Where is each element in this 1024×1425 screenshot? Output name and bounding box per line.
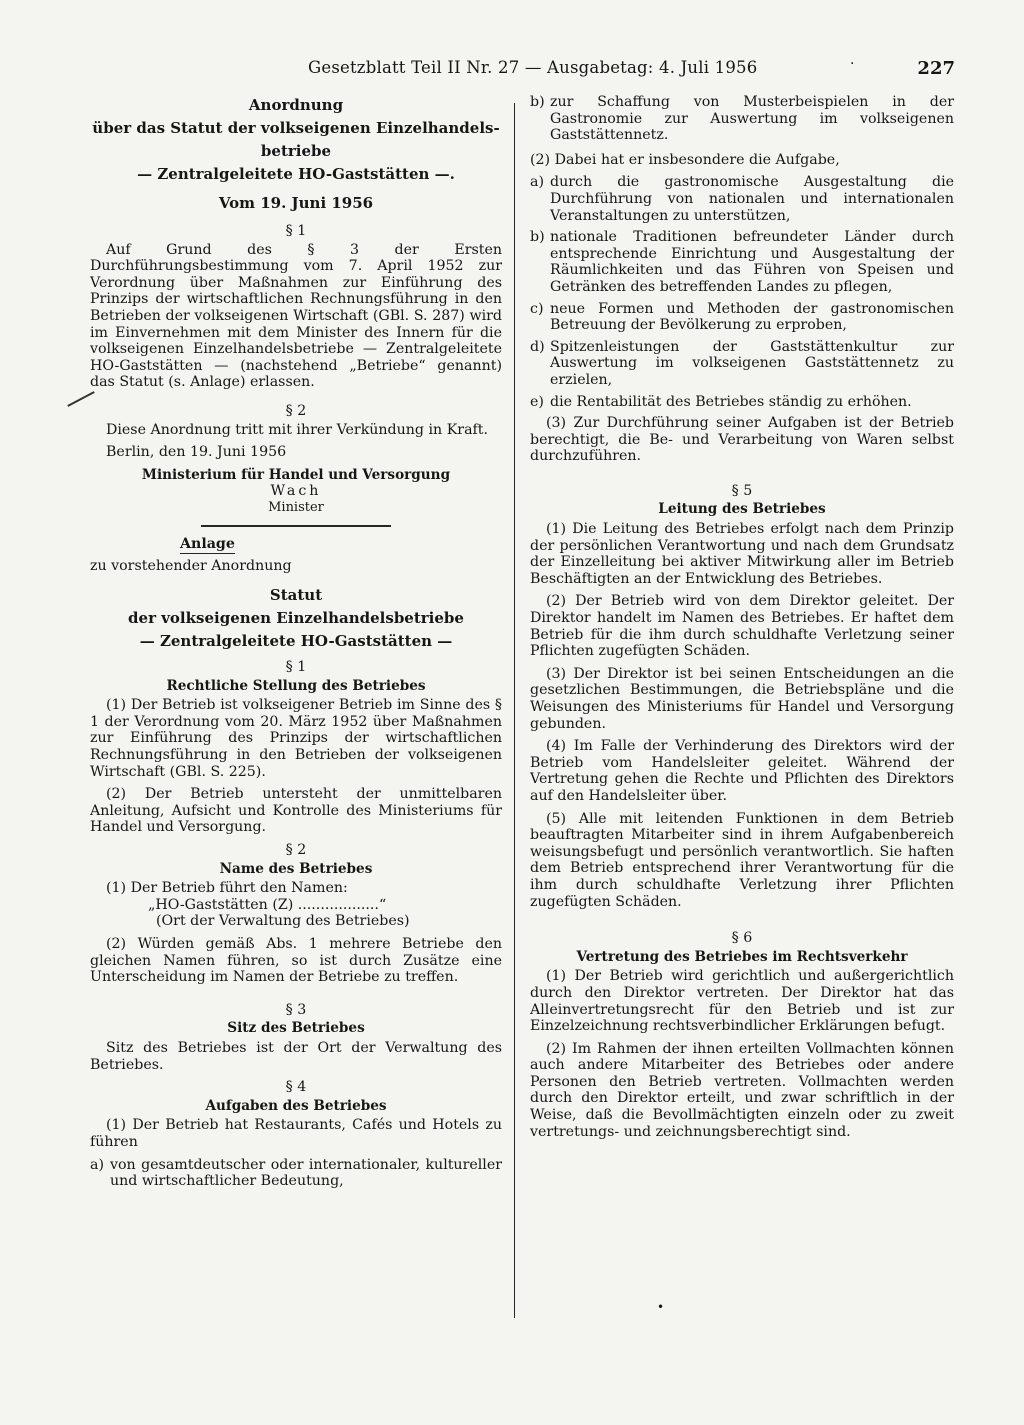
list-item-text: durch die gastronomische Ausgestaltung die Durchführung von nationalen und internationalen Veranstaltungen zu unterstützen, — [550, 174, 954, 224]
section-title: Aufgaben des Betriebes — [205, 1097, 387, 1114]
paragraph: (1) Der Betrieb hat Restaurants, Cafés und Hotels zu führen — [90, 1117, 502, 1150]
section-heading: § 6 — [731, 930, 753, 947]
list-item-label: c) — [530, 300, 544, 317]
list-item-text: nationale Traditionen befreundeter Länder durch entsprechende Einrichtung und Ausgestaltung der Räumlichkeiten und das Führen von Speisen und Getränken des betreffenden Landes zu pflegen, — [550, 229, 954, 295]
list-item-text: zur Schaffung von Musterbeispielen in der Gastronomie zur Auswertung im volkseigenen Gaststättennetz. — [550, 94, 954, 144]
section-heading: § 3 — [285, 1001, 307, 1018]
section-title: Leitung des Betriebes — [658, 501, 826, 518]
list-item-label: e) — [530, 393, 544, 410]
statute-subtitle-1: der volkseigenen Einzelhandelsbetriebe — [128, 609, 464, 628]
title-line-2: über das Statut der volkseigenen Einzelhandels- — [92, 119, 500, 137]
header-dot: · — [850, 56, 855, 72]
paragraph: (3) Zur Durchführung seiner Aufgaben ist der Betrieb berechtigt, die Be- und Verarbeitung von Waren selbst durchzuführen. — [530, 415, 954, 465]
paragraph: (1) Der Betrieb führt den Namen: — [106, 880, 348, 897]
list-item — [530, 94, 954, 144]
section-heading: § 2 — [285, 842, 307, 859]
section-heading: § 1 — [285, 223, 307, 239]
title-line-1: Anordnung — [248, 96, 344, 114]
signatory-title: Minister — [268, 499, 324, 515]
decree-title — [90, 94, 502, 186]
list-item-text: die Rentabilität des Betriebes ständig zu erhöhen. — [550, 393, 912, 410]
paragraph: (2) Im Rahmen der ihnen erteilten Vollmachten können auch andere Mitarbeiter des Betriebes oder andere Personen den Betrieb vertreten. Vollmachten werden durch den Direktor erteilt, und zwar schriftlich in der Weise, daß die Bevollmächtigten einzeln oder zu zweit vertretungs- und zeichnungsberechtigt sind. — [530, 1040, 954, 1140]
paragraph: (1) Der Betrieb wird gerichtlich und außergerichtlich durch den Direktor vertreten. Der Direktor hat das Alleinvertretungsrecht für den Betrieb und ist zur Einzelzeichnung rechtsverbindlicher Erklärungen befugt. — [530, 968, 954, 1035]
paragraph: (3) Der Direktor ist bei seinen Entscheidungen an die gesetzlichen Bestimmungen, die Betriebspläne und die Weisungen des Ministeriums für Handel und Versorgung gebunden. — [530, 665, 954, 732]
right-column — [530, 94, 954, 1146]
section-heading: § 1 — [285, 659, 307, 676]
section-heading: § 2 — [285, 402, 307, 419]
paragraph: (2) Der Betrieb untersteht der unmittelbaren Anleitung, Aufsicht und Kontrolle des Ministeriums für Handel und Versorgung. — [90, 786, 502, 836]
ministry-name: Ministerium für Handel und Versorgung — [141, 466, 451, 483]
column-divider — [514, 103, 515, 1318]
statute-title — [90, 584, 502, 653]
paragraph: (2) Würden gemäß Abs. 1 mehrere Betriebe den gleichen Namen führen, so ist durch Zusätze eine Unterscheidung im Namen der Betriebe zu treffen. — [90, 936, 502, 986]
paragraph: (1) Der Betrieb ist volkseigener Betrieb im Sinne des § 1 der Verordnung vom 20. März 1952 über Maßnahmen zur Einführung des Prinzips der wirtschaftlichen Rechnungsführung in den Betrieben der volkseigenen Wirtschaft (GBl. S. 225). — [90, 697, 502, 780]
business-name-template: „HO-Gaststätten (Z) ..................“ — [148, 896, 387, 913]
separator-rule — [201, 525, 391, 527]
title-line-4: — Zentralgeleitete HO-Gaststätten —. — [137, 165, 455, 183]
list-item — [530, 339, 954, 389]
section-heading: § 5 — [731, 482, 753, 499]
annex-label — [90, 535, 502, 554]
running-title: Gesetzblatt Teil II Nr. 27 — Ausgabetag: 4. Juli 1956 — [308, 58, 758, 77]
annex-label-text: Anlage — [180, 535, 235, 552]
section-heading: § 4 — [285, 1079, 307, 1096]
annex-subtitle: zu vorstehender Anordnung — [90, 557, 292, 574]
list-item-label: a) — [530, 174, 544, 191]
decree-date: Vom 19. Juni 1956 — [218, 194, 374, 212]
list-item — [530, 229, 954, 295]
title-line-3: betriebe — [260, 142, 332, 160]
place-date: Berlin, den 19. Juni 1956 — [106, 444, 287, 461]
paragraph: (4) Im Falle der Verhinderung des Direktors wird der Betrieb vom Handelsleiter geleitet. Während der Vertretung gehen die Rechte und Pflichten des Direktors auf den Handelsleiter über. — [530, 738, 954, 804]
paragraph: Diese Anordnung tritt mit ihrer Verkündung in Kraft. — [106, 421, 488, 438]
paragraph: (2) Dabei hat er insbesondere die Aufgabe, — [530, 151, 840, 168]
stray-dot: • — [657, 1300, 665, 1314]
paragraph: Sitz des Betriebes ist der Ort der Verwaltung des Betriebes. — [90, 1039, 502, 1073]
statute-title-line: Statut — [269, 586, 323, 605]
list-item — [90, 1157, 502, 1190]
list-item-text: Spitzenleistungen der Gaststättenkultur zur Auswertung im volkseigenen Gaststättennetz zu erzielen, — [550, 338, 954, 388]
section-title: Name des Betriebes — [219, 860, 373, 877]
paragraph: (2) Der Betrieb wird von dem Direktor geleitet. Der Direktor handelt im Namen des Betriebes. Er haftet dem Betrieb für die ihm durch schuldhafte Verletzung seiner Pflichten zugefügten Schäden. — [530, 593, 954, 660]
signatory-name: Wach — [270, 483, 322, 500]
paragraph: (1) Die Leitung des Betriebes erfolgt nach dem Prinzip der persönlichen Verantwortung und nach dem Grundsatz der Einzelleitung bei aktiver Mitwirkung aller im Betrieb Beschäftigten an der Entwicklung des Betriebes. — [530, 521, 954, 587]
list-item-label: b) — [530, 229, 545, 246]
section-title: Vertretung des Betriebes im Rechtsverkehr — [576, 948, 908, 965]
section-title: Rechtliche Stellung des Betriebes — [166, 677, 426, 694]
left-column — [90, 94, 502, 1195]
statute-subtitle-2: — Zentralgeleitete HO-Gaststätten — — [139, 632, 453, 651]
section-title: Sitz des Betriebes — [227, 1020, 365, 1037]
page-number: 227 — [917, 58, 955, 79]
list-item — [530, 394, 954, 411]
list-item-text: von gesamtdeutscher oder internationaler, kultureller und wirtschaftlicher Bedeutung, — [110, 1156, 502, 1190]
list-item — [530, 174, 954, 224]
list-item-label: a) — [90, 1156, 104, 1173]
paragraph: Auf Grund des § 3 der Ersten Durchführungsbestimmung vom 7. April 1952 zur Verordnung über Maßnahmen zur Einführung des Prinzips der wirtschaftlichen Rechnungsführung in den Betrieben der volkseigenen Wirtschaft (GBl. S. 287) wird im Einvernehmen mit dem Minister des Innern für die volkseigenen Einzelhandelsbetriebe — Zentralgeleitete HO-Gaststätten — (nachstehend „Betriebe“ genannt) das Statut (s. Anlage) erlassen. — [90, 241, 502, 391]
list-item-label: d) — [530, 338, 545, 355]
list-item-text: neue Formen und Methoden der gastronomischen Betreuung der Bevölkerung zu erproben, — [550, 300, 954, 334]
business-name-note: (Ort der Verwaltung des Betriebes) — [156, 913, 410, 930]
list-item — [530, 301, 954, 334]
page-header — [90, 58, 955, 84]
paragraph: (5) Alle mit leitenden Funktionen in dem Betrieb beauftragten Mitarbeiter sind in ihrem Aufgabenbereich weisungsbefugt und persönlich verantwortlich. Sie haften dem Betrieb entsprechend ihrer Verantwortung für die ihm durch schuldhafte Verletzung ihrer Pflichten zugefügten Schäden. — [530, 810, 954, 910]
list-item-label: b) — [530, 94, 545, 110]
